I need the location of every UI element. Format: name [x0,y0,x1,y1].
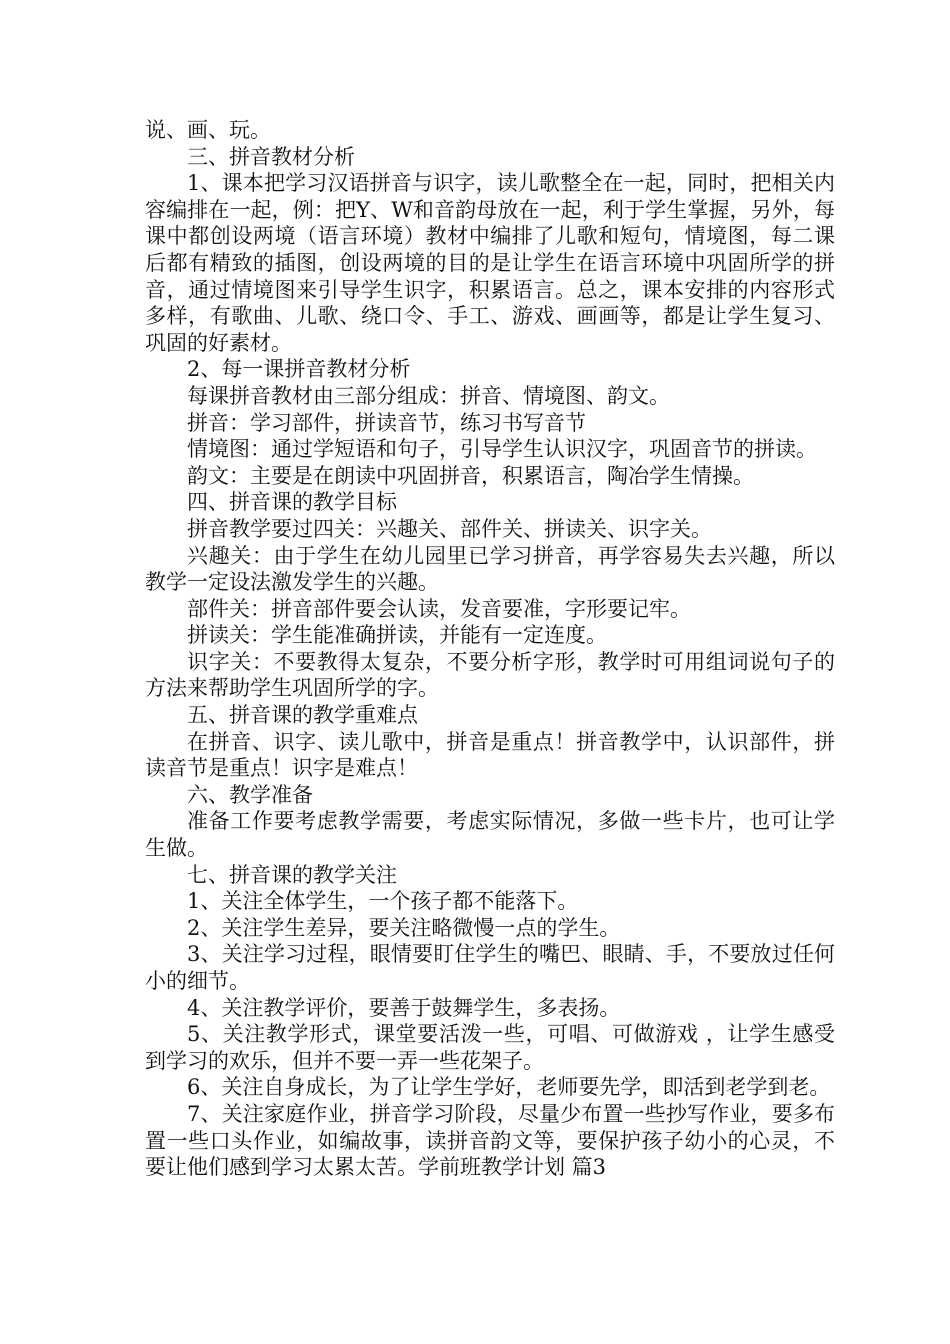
paragraph-1: 说、画、玩。 [145,118,271,142]
document-page [145,117,835,1181]
paragraph-11: 兴趣关：由于学生在幼儿园里已学习拼音，再学容易失去兴趣，所以教学一定设法激发学生的兴趣。 [145,543,835,595]
section-heading-3: 三、拼音教材分析 [187,144,355,169]
section-heading-6: 六、教学准备 [187,782,313,807]
paragraph-21: 2、关注学生差异，要关注略微慢一点的学生。 [187,915,621,940]
paragraph-13: 拼读关：学生能准确拼读，并能有一定连度。 [187,623,607,648]
paragraph-26: 7、关注家庭作业，拼音学习阶段，尽量少布置一些抄写作业，要多布置一些口头作业，如编故事，读拼音韵文等，要保护孩子幼小的心灵，不要让他们感到学习太累太苦。学前班教学计划 篇3 [145,1101,835,1180]
paragraph-18: 准备工作要考虑教学需要，考虑实际情况，多做一些卡片，也可让学生做。 [145,809,835,861]
paragraph-24: 5、关注教学形式，课堂要活泼一些，可唱、可做游戏 ，让学生感受到学习的欢乐，但并不要一弄一些花架子。 [145,1022,835,1073]
paragraph-3: 1、课本把学习汉语拼音与识字，读儿歌整全在一起，同时，把相关内容编排在一起，例：把Y、W和音韵母放在一起，利于学生掌握，另外，每课中都创设两境（语言环境）教材中编排了儿歌和短句，情境图，每二课后都有精致的插图，创设两境的目的是让学生在语言环境中巩固所学的拼音，通过情境图来引导学生识字，积累语言。总之，课本安排的内容形式多样，有歌曲、儿歌、绕口令、手工、游戏、画画等，都是让学生复习、巩固的好素材。 [145,171,835,355]
paragraph-8: 韵文：主要是在朗读中巩固拼音，积累语言，陶冶学生情操。 [187,463,754,488]
paragraph-16: 在拼音、识字、读儿歌中，拼音是重点！拼音教学中，认识部件，拼读音节是重点！识字是难点！ [145,729,835,781]
section-heading-4: 四、拼音课的教学目标 [187,490,397,515]
subsection-heading-2: 2、每一课拼音教材分析 [187,357,411,382]
paragraph-14: 识字关：不要教得太复杂，不要分析字形，教学时可用组词说句子的方法来帮助学生巩固所学的字。 [145,649,835,701]
paragraph-6: 拼音：学习部件，拼读音节，练习书写音节 [187,410,586,435]
paragraph-5: 每课拼音教材由三部分组成：拼音、情境图、韵文。 [187,383,670,408]
paragraph-7: 情境图：通过学短语和句子，引导学生认识汉字，巩固音节的拼读。 [187,437,817,462]
paragraph-10: 拼音教学要过四关：兴趣关、部件关、拼读关、识字关。 [187,516,712,541]
section-heading-7: 七、拼音课的教学关注 [187,862,397,887]
paragraph-20: 1、关注全体学生，一个孩子都不能落下。 [187,889,579,914]
section-heading-5: 五、拼音课的教学重难点 [187,703,418,728]
paragraph-23: 4、关注教学评价，要善于鼓舞学生，多表扬。 [187,995,621,1020]
paragraph-22: 3、关注学习过程，眼情要盯住学生的嘴巴、眼睛、手，不要放过任何小的细节。 [145,942,835,993]
paragraph-25: 6、关注自身成长，为了让学生学好，老师要先学，即活到老学到老。 [187,1075,831,1100]
paragraph-12: 部件关：拼音部件要会认读，发音要准，字形要记牢。 [187,596,691,621]
